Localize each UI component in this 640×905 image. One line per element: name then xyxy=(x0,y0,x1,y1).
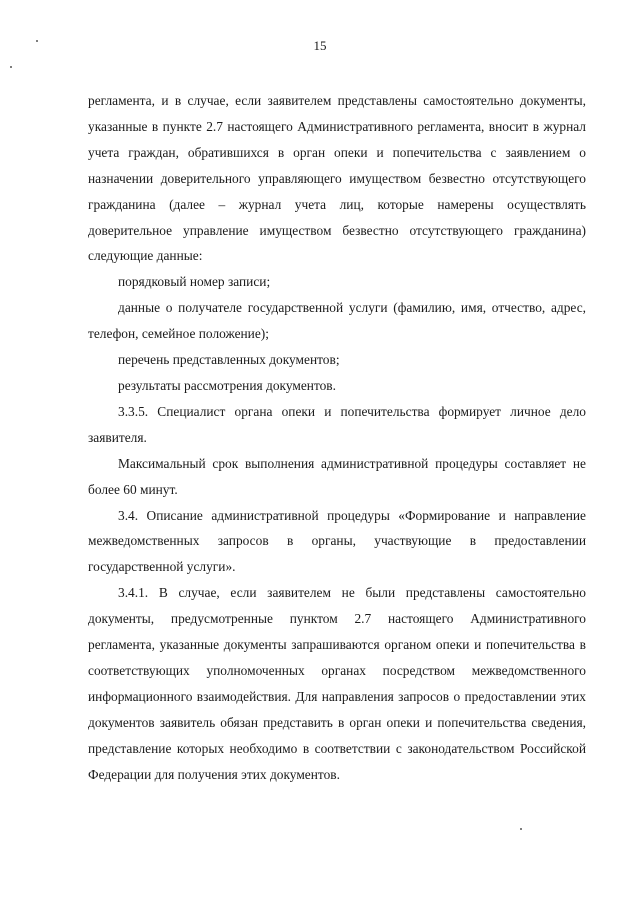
paragraph-3-4-heading: 3.4. Описание административной процедуры «Формирование и направление межведомственных запросов в органы, участвующие в предоставлении государственной услуги». xyxy=(88,507,586,575)
paragraph-continuation: регламента, и в случае, если заявителем представлены самостоятельно документы, указанные в пункте 2.7 настоящего Административного регламента, вносит в журнал учета граждан, обратившихся в орган опеки и попечительства с заявлением о назначении доверительного управляющего имуществом безвестно отсутствующего гражданина (далее – журнал учета лиц, которые намерены осуществлять доверительное управление имуществом безвестно отсутствующего гражданина) следующие данные: xyxy=(88,93,586,264)
page-number: 15 xyxy=(313,38,327,53)
document-body xyxy=(88,88,586,787)
paragraph-3-3-5: 3.3.5. Специалист органа опеки и попечительства формирует личное дело заявителя. xyxy=(88,403,586,445)
list-item-recipient-data: данные о получателе государственной услуги (фамилию, имя, отчество, адрес, телефон, семейное положение); xyxy=(88,300,586,342)
scan-speck-1 xyxy=(36,40,38,42)
scan-speck-2 xyxy=(10,66,12,68)
list-item-record-number: порядковый номер записи; xyxy=(118,274,271,290)
list-item-review-results: результаты рассмотрения документов. xyxy=(118,377,336,393)
paragraph-max-duration: Максимальный срок выполнения административной процедуры составляет не более 60 минут. xyxy=(88,455,586,497)
paragraph-3-4-1: 3.4.1. В случае, если заявителем не были представлены самостоятельно документы, предусмотренные пунктом 2.7 настоящего Административного регламента, указанные документы запрашиваются органом опеки и попечительства в соответствующих уполномоченных органах посредством межведомственного информационного взаимодействия. Для направления запросов о предоставлении этих документов заявитель обязан представить в орган опеки и попечительства сведения, представление которых необходимо в соответствии с законодательством Российской Федерации для получения этих документов. xyxy=(88,585,586,782)
scan-speck-3 xyxy=(520,828,522,830)
list-item-documents-list: перечень представленных документов; xyxy=(118,352,340,368)
